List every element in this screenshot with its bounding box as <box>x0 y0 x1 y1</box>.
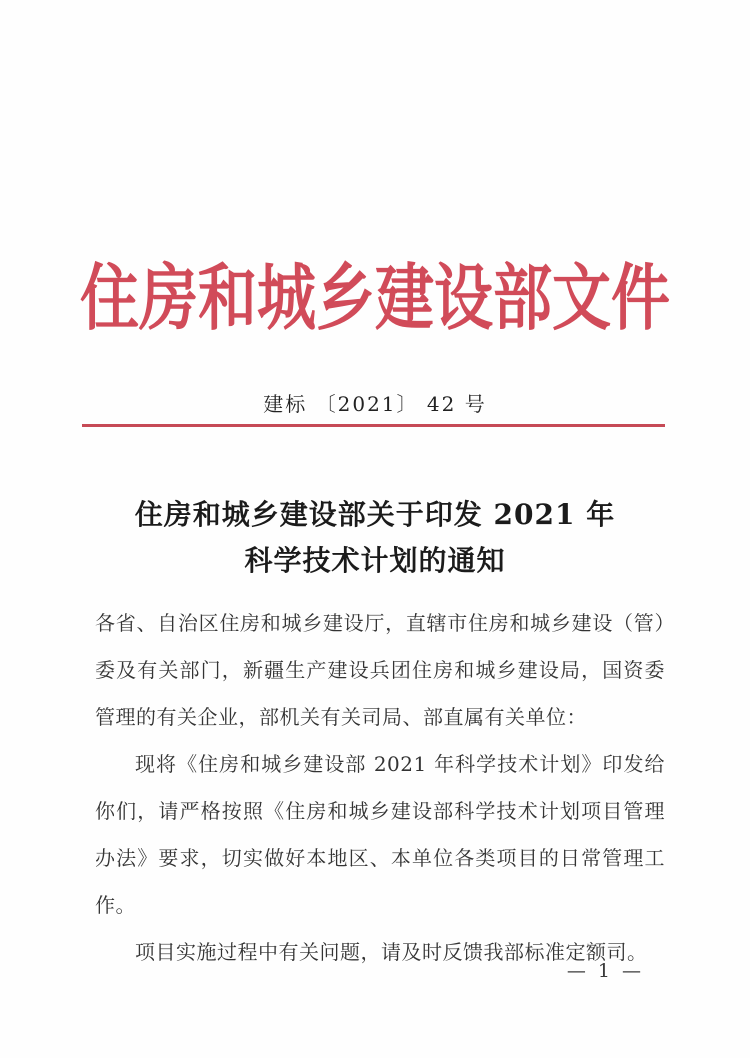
paragraph-main: 现将《住房和城乡建设部 2021 年科学技术计划》印发给你们，请严格按照《住房和城乡建设部科学技术计划项目管理办法》要求，切实做好本地区、本单位各类项目的日常管理工作。 <box>95 752 665 917</box>
page-number: — 1 — <box>566 960 644 982</box>
notice-title <box>0 492 750 584</box>
document-body <box>95 600 665 976</box>
document-number: 建标 〔2021〕 42 号 <box>263 392 487 416</box>
red-divider-line <box>82 424 665 427</box>
paragraph-recipients: 各省、自治区住房和城乡建设厅，直辖市住房和城乡建设（管）委及有关部门，新疆生产建设兵团住房和城乡建设局，国资委管理的有关企业，部机关有关司局、部直属有关单位： <box>95 611 665 729</box>
notice-title-line-1: 住房和城乡建设部关于印发 2021 年 <box>134 498 616 531</box>
notice-title-line-2: 科学技术计划的通知 <box>244 544 506 577</box>
paragraph-feedback: 项目实施过程中有关问题，请及时反馈我部标准定额司。 <box>135 940 648 964</box>
letterhead-title: 住房和城乡建设部文件 <box>79 255 670 341</box>
